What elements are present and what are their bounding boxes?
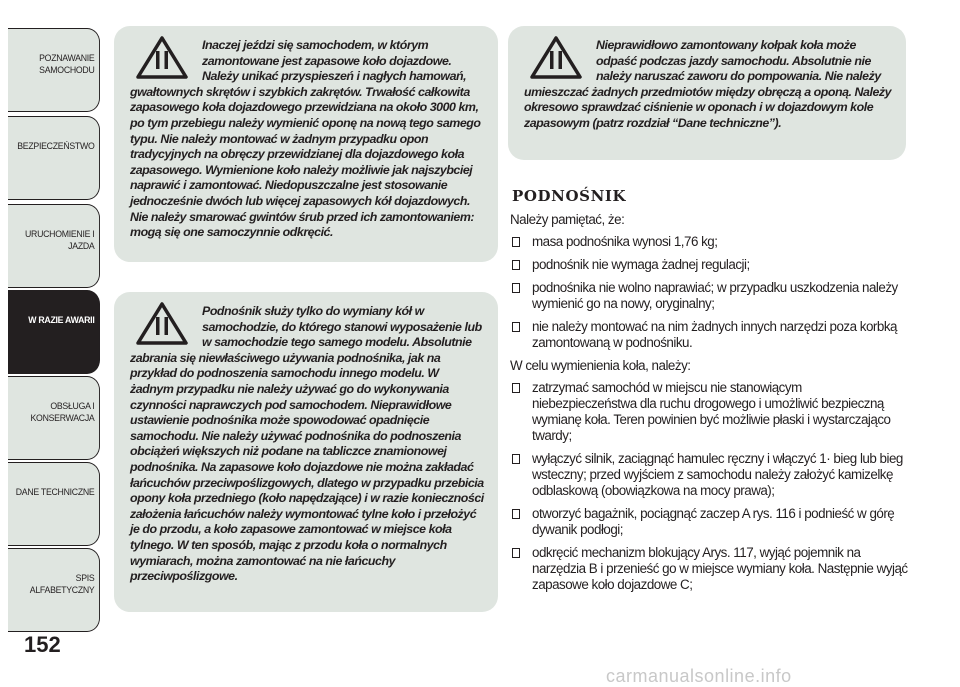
bullet-box-icon: [512, 509, 520, 519]
jack-section: [508, 182, 908, 600]
bullet-box-icon: [512, 548, 520, 558]
bullet-box-icon: [512, 383, 520, 393]
tab-obsluga-i-konserwacja[interactable]: OBSŁUGA I KONSERWACJA: [8, 376, 100, 460]
section-intro: Należy pamiętać, że:: [510, 212, 625, 227]
list-item: odkręcić mechanizm blokujący Arys. 117, wyjąć pojemnik na narzędzia B i przenieść go w miejsce wymiany koła. Następnie wyjąć zapasowe koło dojazdowe C;: [508, 545, 908, 593]
section-heading: PODNOŚNIK: [512, 187, 627, 205]
warning-triangle-icon: [136, 36, 188, 80]
bullet-box-icon: [512, 454, 520, 464]
bullet-box-icon: [512, 237, 520, 247]
warning-text: Inaczej jeździ się samochodem, w którym zamontowane jest zapasowe koło dojazdowe. Należy unikać przyspieszeń i nagłych hamowań, gwałtownych skrętów i szybkich zakrętów. Trwałość całkowita zapasowego koła dojazdowego przewidziana na około 3000 km, po tym przebiegu należy wymienić oponę na nową tego samego typu. Nie należy montować w żadnym przypadku opon tradycyjnych na obręczy przewidzianej dla dojazdowego koła zapasowego. Wymienione koło należy możliwie jak najszybciej naprawić i zamontować. Niedopuszczalne jest stosowanie jednocześnie dwóch lub więcej zapasowych kół dojazdowych. Nie należy smarować gwintów śrub przed ich zamontowaniem: mogą się one samoczynnie odkręcić.: [130, 38, 481, 240]
watermark: carmanualsonline.info: [606, 666, 792, 686]
bullet-box-icon: [512, 260, 520, 270]
list-item: nie należy montować na nim żadnych innych narzędzi poza korbką zamontowaną w podnośniku.: [508, 319, 908, 351]
list-item: podnośnik nie wymaga żadnej regulacji;: [508, 257, 908, 273]
list-item: zatrzymać samochód w miejscu nie stanowiącym niebezpieczeństwa dla ruchu drogowego i umożliwić bezpieczną wymianę koła. Teren powinien być możliwie płaski i wystarczająco twardy;: [508, 380, 908, 444]
warning-box-jack: [114, 292, 498, 612]
list-item: wyłączyć silnik, zaciągnąć hamulec ręczny i włączyć 1· bieg lub bieg wsteczny; przed wyjściem z samochodu należy założyć kamizelkę odblaskową (obowiązkowa na mocy prawa);: [508, 451, 908, 499]
page-number: 152: [24, 632, 61, 657]
section-intro-steps: W celu wymienienia koła, należy:: [510, 358, 691, 373]
tab-spis-alfabetyczny[interactable]: SPIS ALFABETYCZNY: [8, 548, 100, 632]
tab-bezpieczenstwo[interactable]: BEZPIECZEŃSTWO: [8, 116, 100, 200]
warning-text: Nieprawidłowo zamontowany kołpak koła może odpaść podczas jazdy samochodu. Absolutnie nie należy naruszać zaworu do pompowania. Nie należy umieszczać żadnych przedmiotów między obręczą a oponą. Należy okresowo sprawdzać ciśnienie w oponach i w dojazdowym kole zapasowym (patrz rozdział “Dane techniczne”).: [524, 38, 892, 130]
bullet-box-icon: [512, 283, 520, 293]
warning-triangle-icon: [530, 36, 582, 80]
tab-dane-techniczne[interactable]: DANE TECHNICZNE: [8, 462, 100, 546]
tab-poznawanie-samochodu[interactable]: POZNAWANIE SAMOCHODU: [8, 28, 100, 112]
list-item: otworzyć bagażnik, pociągnąć zaczep A rys. 116 i podnieść w górę dywanik podłogi;: [508, 506, 908, 538]
list-item: masa podnośnika wynosi 1,76 kg;: [508, 234, 908, 250]
warning-box-spare-wheel: [114, 26, 498, 262]
bullet-box-icon: [512, 322, 520, 332]
warning-triangle-icon: [136, 302, 188, 346]
warning-text: Podnośnik służy tylko do wymiany kół w samochodzie, do którego stanowi wyposażenie lub w samochodzie tego samego modelu. Absolutnie zabrania się niewłaściwego używania podnośnika, jak na przykład do podnoszenia samochodu innego modelu. W żadnym przypadku nie należy używać go do wykonywania czynności naprawczych pod samochodem. Nieprawidłowe ustawienie podnośnika może spowodować opadnięcie samochodu. Nie należy używać podnośnika do podnoszenia obciążeń większych niż podane na tabliczce znamionowej podnośnika. Na zapasowe koło dojazdowe nie można zakładać łańcuchów przeciwpoślizgowych, dlatego w przypadku przebicia opony koła przedniego (koło napędzające) i w razie konieczności założenia łańcuchów należy wymontować tylne koło i przełożyć je do przodu, a koło zapasowe zamontować w miejsce koła tylnego. W ten sposób, mając z przodu koła o normalnych wymiarach, można zamontować na nie łańcuchy przeciwpoślizgowe.: [130, 304, 484, 584]
tab-w-razie-awarii[interactable]: W RAZIE AWARII: [8, 290, 100, 374]
list-item: podnośnika nie wolno naprawiać; w przypadku uszkodzenia należy wymienić go na nowy, oryginalny;: [508, 280, 908, 312]
warning-box-hubcap: [508, 26, 906, 160]
tab-uruchomienie-i-jazda[interactable]: URUCHOMIENIE I JAZDA: [8, 204, 100, 288]
